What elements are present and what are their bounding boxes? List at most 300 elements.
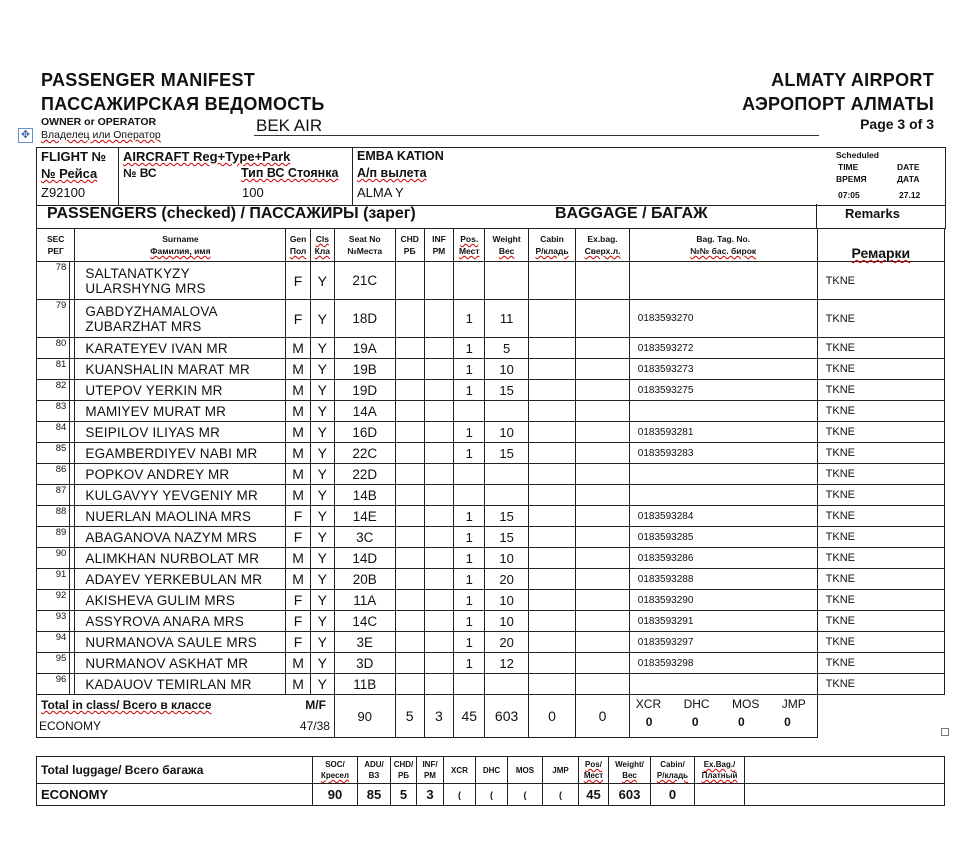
seq-number: 87	[37, 485, 70, 506]
inf-cell	[424, 359, 453, 380]
gender: M	[286, 380, 310, 401]
seq-number: 81	[37, 359, 70, 380]
bag-tag	[629, 262, 817, 300]
remark: TKNE	[817, 632, 944, 653]
lug-jmp: (	[543, 784, 579, 806]
lug-h-pos: Pos/ Мест	[579, 757, 609, 784]
bag-pieces: 1	[454, 443, 485, 464]
exbag-cell	[576, 590, 630, 611]
chd-cell	[395, 443, 424, 464]
cabin-cell	[528, 300, 575, 338]
bag-weight	[485, 485, 528, 506]
class: Y	[310, 359, 334, 380]
class: Y	[310, 262, 334, 300]
luggage-class: ECONOMY	[37, 784, 313, 806]
seq-number: 78	[37, 262, 70, 300]
inf-cell	[424, 300, 453, 338]
seat-number: 14E	[334, 506, 395, 527]
seat-number: 14A	[334, 401, 395, 422]
remark: TKNE	[817, 359, 944, 380]
bag-pieces: 1	[454, 653, 485, 674]
inf-cell	[424, 464, 453, 485]
class: Y	[310, 548, 334, 569]
passenger-row	[37, 569, 945, 590]
inf-cell	[424, 674, 453, 695]
remark: TKNE	[817, 485, 944, 506]
gender: M	[286, 464, 310, 485]
passenger-row	[37, 338, 945, 359]
aircraft-label: AIRCRAFT Reg+Type+Park	[123, 149, 291, 164]
seat-number: 20B	[334, 569, 395, 590]
remark: TKNE	[817, 653, 944, 674]
class: Y	[310, 300, 334, 338]
cabin-cell	[528, 548, 575, 569]
gender: M	[286, 569, 310, 590]
passengers-section-title: PASSENGERS (checked) / ПАССАЖИРЫ (зарег)	[47, 205, 416, 222]
bag-weight: 10	[485, 590, 528, 611]
lug-adu: 85	[358, 784, 391, 806]
col-pos: Pos. Мест	[454, 229, 485, 262]
exbag-cell	[576, 485, 630, 506]
mf-value: 47/38	[299, 719, 330, 733]
inf-cell	[424, 527, 453, 548]
class: Y	[310, 674, 334, 695]
seat-number: 3C	[334, 527, 395, 548]
bag-tag: 0183593275	[629, 380, 817, 401]
seq-number: 85	[37, 443, 70, 464]
passenger-name	[75, 300, 286, 338]
class: Y	[310, 569, 334, 590]
col-weight: Weight Вес	[485, 229, 528, 262]
bag-tag: 0183593272	[629, 338, 817, 359]
remark: TKNE	[817, 590, 944, 611]
cabin-cell	[528, 569, 575, 590]
col-remarks: Ремарки	[817, 229, 944, 262]
scheduled-label: Scheduled	[836, 150, 879, 160]
gender: M	[286, 674, 310, 695]
class: Y	[310, 443, 334, 464]
bag-tag: 0183593291	[629, 611, 817, 632]
seat-number: 14C	[334, 611, 395, 632]
jmp-value: 0	[784, 715, 791, 729]
mf-label: M/F	[305, 698, 326, 712]
passenger-row	[37, 422, 945, 443]
name-line-2: ZUBARZHAT MRS	[85, 318, 202, 334]
seat-number: 19D	[334, 380, 395, 401]
chd-cell	[395, 527, 424, 548]
luggage-value-row	[37, 784, 945, 806]
cabin-cell	[528, 380, 575, 401]
col-cabin: Cabin Р/кладь	[528, 229, 575, 262]
class: Y	[310, 422, 334, 443]
bag-pieces: 1	[454, 569, 485, 590]
passenger-row	[37, 674, 945, 695]
bag-tag: 0183593281	[629, 422, 817, 443]
lug-h-dhc: DHC	[476, 757, 508, 784]
bag-tag: 0183593286	[629, 548, 817, 569]
class-name: ECONOMY	[39, 719, 102, 733]
seat-number: 18D	[334, 300, 395, 338]
remark: TKNE	[817, 548, 944, 569]
col-seq: SEC РЕГ	[37, 229, 75, 262]
exbag-cell	[576, 300, 630, 338]
col-cls: Cls Кла	[310, 229, 334, 262]
lug-chd: 5	[391, 784, 417, 806]
bag-weight: 15	[485, 506, 528, 527]
bag-weight	[485, 674, 528, 695]
inf-cell	[424, 443, 453, 464]
bag-weight: 11	[485, 300, 528, 338]
chd-cell	[395, 300, 424, 338]
chd-cell	[395, 422, 424, 443]
chd-cell	[395, 611, 424, 632]
lug-weight: 603	[609, 784, 651, 806]
jmp-label: JMP	[781, 697, 806, 711]
page-indicator: Page 3 of 3	[860, 116, 934, 132]
remarks-title-en: Remarks	[845, 206, 900, 221]
bag-pieces: 1	[454, 548, 485, 569]
class: Y	[310, 506, 334, 527]
class-total-label: Total in class/ Всего в классе	[41, 698, 212, 712]
exbag-cell	[576, 611, 630, 632]
exbag-cell	[576, 653, 630, 674]
gender: M	[286, 359, 310, 380]
chd-cell	[395, 464, 424, 485]
seq-number: 96	[37, 674, 70, 695]
bag-tag	[629, 401, 817, 422]
lug-h-cabin: Cabin/ Р/кладь	[651, 757, 695, 784]
bag-tag	[629, 485, 817, 506]
cabin-cell	[528, 527, 575, 548]
exbag-cell	[576, 506, 630, 527]
passenger-name	[75, 262, 286, 300]
gender: F	[286, 590, 310, 611]
dhc-value: 0	[691, 715, 699, 729]
inf-cell	[424, 590, 453, 611]
passenger-row	[37, 464, 945, 485]
remark: TKNE	[817, 300, 944, 338]
seq-number: 95	[37, 653, 70, 674]
exbag-cell	[576, 359, 630, 380]
lug-dhc: (	[476, 784, 508, 806]
bag-weight: 12	[485, 653, 528, 674]
passenger-name: ADAYEV YERKEBULAN MR	[75, 569, 286, 590]
total-pcs: 45	[454, 695, 485, 738]
cabin-cell	[528, 674, 575, 695]
bag-weight: 10	[485, 422, 528, 443]
seq-number: 94	[37, 632, 70, 653]
table-resize-handle[interactable]	[941, 728, 949, 736]
owner-value: BEK AIR	[256, 116, 323, 135]
chd-cell	[395, 262, 424, 300]
cabin-cell	[528, 443, 575, 464]
passenger-name: KUANSHALIN MARAT MR	[75, 359, 286, 380]
flight-number: Z92100	[41, 185, 86, 200]
cabin-cell	[528, 464, 575, 485]
col-gen: Gen Пол	[286, 229, 310, 262]
passenger-row	[37, 380, 945, 401]
flight-label: FLIGHT №	[41, 149, 107, 164]
total-exbag: 0	[576, 695, 630, 738]
bag-pieces: 1	[454, 527, 485, 548]
bag-tag: 0183593270	[629, 300, 817, 338]
bag-pieces	[454, 674, 485, 695]
lug-h-inf: INF/ РМ	[417, 757, 444, 784]
bag-weight	[485, 464, 528, 485]
inf-cell	[424, 653, 453, 674]
bag-pieces	[454, 262, 485, 300]
bag-pieces: 1	[454, 380, 485, 401]
inf-cell	[424, 338, 453, 359]
seat-number: 22C	[334, 443, 395, 464]
chd-cell	[395, 506, 424, 527]
lug-pos: 45	[579, 784, 609, 806]
bag-weight: 15	[485, 443, 528, 464]
bag-weight: 5	[485, 338, 528, 359]
bag-tag: 0183593288	[629, 569, 817, 590]
bag-tag: 0183593283	[629, 443, 817, 464]
inf-cell	[424, 569, 453, 590]
gender: M	[286, 422, 310, 443]
passenger-row	[37, 262, 945, 300]
passenger-row	[37, 548, 945, 569]
class: Y	[310, 590, 334, 611]
luggage-header-row	[37, 757, 945, 784]
gender: M	[286, 443, 310, 464]
embark-value: ALMA Y	[357, 185, 404, 200]
class: Y	[310, 485, 334, 506]
name-line-1: GABDYZHAMALOVA	[85, 303, 218, 319]
chd-cell	[395, 485, 424, 506]
gender: F	[286, 611, 310, 632]
class-total-cell	[37, 695, 335, 738]
gender: F	[286, 262, 310, 300]
remark: TKNE	[817, 380, 944, 401]
remark: TKNE	[817, 611, 944, 632]
lug-h-chd: CHD/ РБ	[391, 757, 417, 784]
date-label: DATE	[897, 162, 920, 172]
chd-cell	[395, 632, 424, 653]
date-label-ru: ДАТА	[897, 174, 920, 184]
passenger-table	[36, 228, 945, 738]
lug-h-mos: MOS	[508, 757, 543, 784]
inf-cell	[424, 611, 453, 632]
col-exbag: Ex.bag. Сверх.л.	[576, 229, 630, 262]
gender: F	[286, 632, 310, 653]
bag-weight: 10	[485, 611, 528, 632]
exbag-cell	[576, 443, 630, 464]
gender: M	[286, 653, 310, 674]
remark: TKNE	[817, 338, 944, 359]
cabin-cell	[528, 653, 575, 674]
owner-label-ru: Владелец или Оператор	[41, 129, 161, 141]
total-count: 90	[334, 695, 395, 738]
lug-h-xcr: XCR	[444, 757, 476, 784]
total-chd: 5	[395, 695, 424, 738]
lug-h-jmp: JMP	[543, 757, 579, 784]
baggage-section-title: BAGGAGE / БАГАЖ	[555, 205, 708, 222]
seat-number: 3E	[334, 632, 395, 653]
total-weight: 603	[485, 695, 528, 738]
passenger-name: EGAMBERDIYEV NABI MR	[75, 443, 286, 464]
bag-weight: 10	[485, 359, 528, 380]
seq-number: 88	[37, 506, 70, 527]
bag-pieces: 1	[454, 422, 485, 443]
passenger-name: ASSYROVA ANARA MRS	[75, 611, 286, 632]
embark-label: EMBA KATION	[357, 149, 444, 163]
seq-number: 93	[37, 611, 70, 632]
exbag-cell	[576, 262, 630, 300]
passenger-name: MAMIYEV MURAT MR	[75, 401, 286, 422]
bag-pieces	[454, 464, 485, 485]
bag-weight: 15	[485, 527, 528, 548]
col-tag: Bag. Tag. No. №№ бас. бирок	[629, 229, 817, 262]
passenger-name: SEIPILOV ILIYAS MR	[75, 422, 286, 443]
bc-label: № ВС	[123, 166, 157, 180]
remark: TKNE	[817, 464, 944, 485]
type-label: Тип ВС Стоянка	[241, 166, 339, 180]
class: Y	[310, 401, 334, 422]
seq-number: 89	[37, 527, 70, 548]
gender: M	[286, 338, 310, 359]
bag-tag: 0183593298	[629, 653, 817, 674]
lug-inf: 3	[417, 784, 444, 806]
passenger-name: NURMANOV ASKHAT MR	[75, 653, 286, 674]
col-seat: Seat No №Места	[334, 229, 395, 262]
class: Y	[310, 527, 334, 548]
time-label-ru: ВРЕМЯ	[836, 174, 867, 184]
bag-weight: 10	[485, 548, 528, 569]
cabin-cell	[528, 359, 575, 380]
class: Y	[310, 611, 334, 632]
gender: M	[286, 548, 310, 569]
bag-pieces	[454, 485, 485, 506]
seat-number: 14B	[334, 485, 395, 506]
passenger-row	[37, 401, 945, 422]
inf-cell	[424, 632, 453, 653]
chd-cell	[395, 569, 424, 590]
xcr-label: XCR	[635, 697, 662, 711]
lug-mos: (	[508, 784, 543, 806]
time-value: 07:05	[838, 190, 860, 200]
lug-h-weight: Weight/ Вес	[609, 757, 651, 784]
exbag-cell	[576, 569, 630, 590]
class: Y	[310, 338, 334, 359]
inf-cell	[424, 401, 453, 422]
luggage-total-label: Total luggage/ Всего багажа	[37, 757, 313, 784]
remark: TKNE	[817, 422, 944, 443]
embark-label-ru: А/п вылета	[357, 166, 427, 180]
seat-number: 16D	[334, 422, 395, 443]
seat-number: 19B	[334, 359, 395, 380]
exbag-cell	[576, 674, 630, 695]
chd-cell	[395, 674, 424, 695]
bag-tag: 0183593273	[629, 359, 817, 380]
lug-soc: 90	[313, 784, 358, 806]
seq-number: 86	[37, 464, 70, 485]
seat-number: 14D	[334, 548, 395, 569]
airport-ru: АЭРОПОРТ АЛМАТЫ	[742, 94, 934, 114]
col-chd: CHD РБ	[395, 229, 424, 262]
seat-number: 11A	[334, 590, 395, 611]
exbag-cell	[576, 380, 630, 401]
passenger-row	[37, 632, 945, 653]
gender: M	[286, 485, 310, 506]
class-total-row	[37, 695, 945, 738]
title-en: PASSENGER MANIFEST	[41, 70, 256, 90]
chd-cell	[395, 653, 424, 674]
bag-pieces: 1	[454, 300, 485, 338]
exbag-cell	[576, 632, 630, 653]
lug-h-exbag: Ex.Bag./ Платный	[695, 757, 745, 784]
cabin-cell	[528, 611, 575, 632]
seat-number: 11B	[334, 674, 395, 695]
chd-cell	[395, 401, 424, 422]
inf-cell	[424, 485, 453, 506]
inf-cell	[424, 548, 453, 569]
passenger-name: KARATEYEV IVAN MR	[75, 338, 286, 359]
remark: TKNE	[817, 527, 944, 548]
bag-weight: 20	[485, 569, 528, 590]
bag-pieces: 1	[454, 590, 485, 611]
bag-tag: 0183593297	[629, 632, 817, 653]
bag-pieces	[454, 401, 485, 422]
dhc-label: DHC	[683, 697, 710, 711]
passenger-row	[37, 527, 945, 548]
bag-tag	[629, 464, 817, 485]
special-counts-cell	[629, 695, 817, 738]
date-value: 27.12	[899, 190, 921, 200]
total-inf: 3	[424, 695, 453, 738]
passenger-name: KADAUOV TEMIRLAN MR	[75, 674, 286, 695]
seq-number: 92	[37, 590, 70, 611]
chd-cell	[395, 380, 424, 401]
gender: M	[286, 401, 310, 422]
bag-tag	[629, 674, 817, 695]
move-handle-icon[interactable]: ✥	[18, 128, 33, 143]
seq-number: 82	[37, 380, 70, 401]
remark: TKNE	[817, 443, 944, 464]
passenger-name: AKISHEVA GULIM MRS	[75, 590, 286, 611]
cabin-cell	[528, 506, 575, 527]
owner-underline	[254, 135, 819, 136]
seat-number: 22D	[334, 464, 395, 485]
passenger-row	[37, 653, 945, 674]
col-inf: INF РМ	[424, 229, 453, 262]
col-surname: Surname Фамилия, имя	[75, 229, 286, 262]
passenger-row	[37, 506, 945, 527]
exbag-cell	[576, 401, 630, 422]
passenger-row	[37, 590, 945, 611]
cabin-cell	[528, 632, 575, 653]
bag-weight: 20	[485, 632, 528, 653]
bag-pieces: 1	[454, 338, 485, 359]
class: Y	[310, 380, 334, 401]
cabin-cell	[528, 262, 575, 300]
column-header-row	[37, 229, 945, 262]
chd-cell	[395, 359, 424, 380]
seq-number: 79	[37, 300, 70, 338]
passenger-name: ALIMKHAN NURBOLAT MR	[75, 548, 286, 569]
class: Y	[310, 653, 334, 674]
inf-cell	[424, 262, 453, 300]
exbag-cell	[576, 338, 630, 359]
lug-h-soc: SOC/ Кресел	[313, 757, 358, 784]
seat-number: 21C	[334, 262, 395, 300]
airport-en: ALMATY AIRPORT	[771, 70, 934, 90]
inf-cell	[424, 422, 453, 443]
bag-tag: 0183593290	[629, 590, 817, 611]
